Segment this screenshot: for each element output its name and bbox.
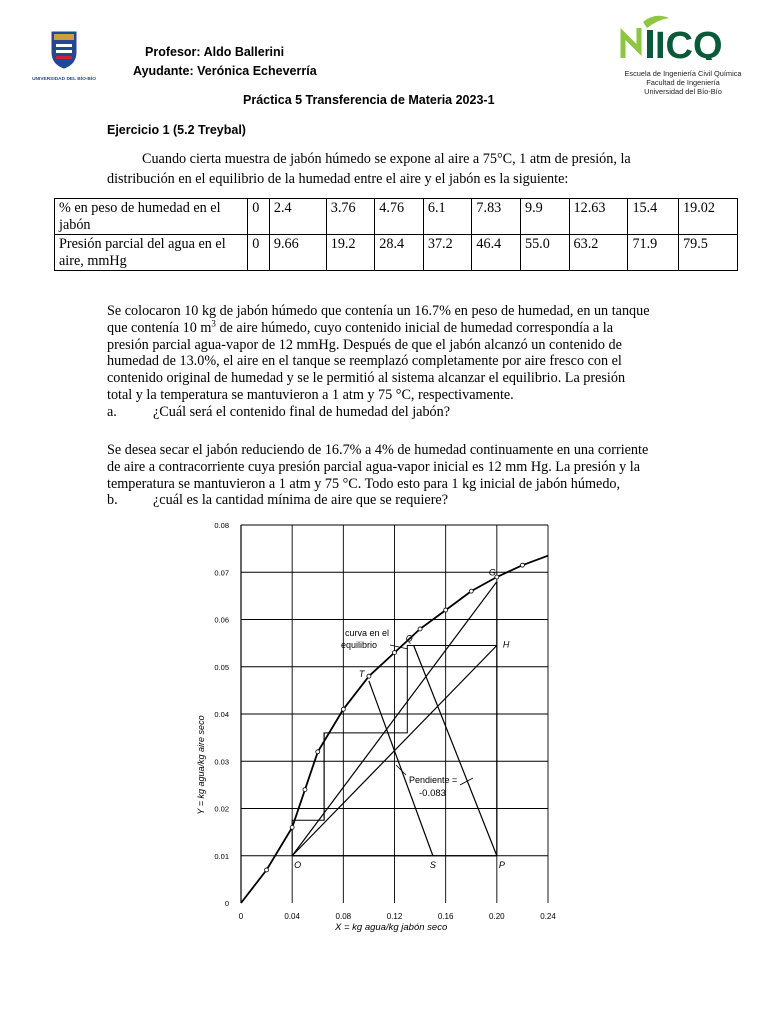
x-tick-label: 0.04	[284, 912, 300, 921]
x-tick-label: 0.24	[540, 912, 556, 921]
exercise-intro	[107, 151, 707, 188]
equilibrium-table	[54, 198, 738, 271]
y-axis-label: Y = kg agua/kg aire seco	[196, 715, 206, 815]
y-tick-label: 0.03	[214, 757, 229, 767]
logo-acronym: ICQ	[655, 25, 723, 60]
table-cell: 0	[248, 199, 270, 235]
y-tick-label: 0.04	[214, 710, 229, 719]
y-tick-label: 0.07	[214, 568, 229, 578]
data-point	[265, 868, 269, 872]
x-axis-label: X = kg agua/kg jabón seco	[335, 922, 448, 933]
data-point	[444, 608, 448, 612]
table-cell: 19.2	[326, 235, 375, 271]
p1-line-1: Se colocaron 10 kg de jabón húmedo que contenía un 16.7% en peso de humedad, en un tanque	[107, 303, 650, 319]
point-labels	[294, 568, 510, 870]
table-cell: 9.66	[269, 235, 326, 271]
table-cell: 19.02	[679, 199, 738, 235]
table-row-label: Presión parcial del agua en el aire, mmHg	[55, 235, 248, 271]
question-a	[107, 404, 707, 421]
point-label-s: S	[429, 859, 436, 870]
curve-label-line-2: equilibrio	[341, 640, 378, 650]
table-cell: 37.2	[423, 235, 472, 271]
x-tick-label: 0.08	[335, 912, 352, 921]
table-cell: 6.1	[423, 199, 472, 235]
question-a-text: ¿Cuál será el contenido final de humedad del jabón?	[153, 403, 451, 420]
p1-line-6: total y la temperatura se mantuvieron a 1 atm y 75 °C, respectivamente.	[107, 386, 514, 403]
university-shield-icon	[26, 30, 102, 70]
assistant-name: Ayudante: Verónica Echeverría	[133, 64, 317, 78]
intro-line-2: distribución en el equilibrio de la humedad entre el aire y el jabón es la siguiente:	[107, 170, 569, 187]
x-tick-label: 0.20	[489, 912, 505, 921]
practice-title: Práctica 5 Transferencia de Materia 2023-1	[243, 93, 495, 107]
paragraph-1	[107, 303, 707, 421]
tick-labels	[214, 521, 556, 921]
equilibrium-chart	[190, 515, 570, 935]
table-row-label: % en peso de humedad en el jabón	[55, 199, 248, 235]
school-line-1: Escuela de Ingeniería Civil Química	[624, 69, 742, 78]
p1-line-5: contenido original de humedad y se le permitió al sistema alcanzar el equilibrio. La presión	[107, 370, 626, 387]
professor-name: Profesor: Aldo Ballerini	[145, 45, 285, 59]
data-point	[341, 707, 345, 711]
point-label-o: O	[294, 859, 302, 870]
point-label-h: H	[502, 639, 510, 650]
p2-line-1: Se desea secar el jabón reduciendo de 16.7% a 4% de humedad continuamente en una corriente	[107, 442, 649, 458]
p1-line-4: humedad de 13.0%, el aire en el tanque se reemplazó completamente por aire fresco con el	[107, 353, 622, 370]
data-point	[469, 589, 473, 593]
p1-line-2	[107, 320, 707, 337]
table-cell: 3.76	[326, 199, 375, 235]
x-tick-label: 0	[238, 912, 244, 921]
table-cell: 28.4	[375, 235, 424, 271]
table-cell: 55.0	[520, 235, 569, 271]
school-line-3: Universidad del Bío-Bío	[644, 87, 722, 96]
table-row	[55, 199, 738, 235]
university-logo	[26, 30, 102, 86]
line-QP	[414, 645, 497, 855]
question-b	[107, 492, 707, 509]
data-point	[316, 750, 320, 754]
icq-logo	[613, 14, 753, 99]
question-a-label: a.	[107, 403, 117, 420]
point-label-t: T	[358, 668, 365, 679]
exercise-title: Ejercicio 1 (5.2 Treybal)	[107, 123, 246, 137]
x-tick-label: 0.12	[386, 912, 403, 921]
data-point	[290, 825, 294, 829]
y-tick-label: 0	[224, 899, 229, 908]
curve-label-line-1: curva en el	[345, 628, 390, 638]
slope-value: -0.083	[419, 788, 446, 799]
table-cell: 71.9	[628, 235, 679, 271]
y-tick-label: 0.02	[214, 804, 229, 814]
equilibrium-curve-label	[341, 628, 389, 650]
intro-line-1: Cuando cierta muestra de jabón húmedo se expone al aire a 75°C, 1 atm de presión, la	[142, 151, 631, 167]
y-tick-label: 0.01	[214, 851, 229, 861]
y-tick-label: 0.05	[214, 662, 229, 672]
table-cell: 15.4	[628, 199, 679, 235]
question-b-label: b.	[107, 492, 118, 509]
school-line-2: Facultad de Ingeniería	[646, 78, 720, 87]
table-cell: 12.63	[569, 199, 628, 235]
point-label-q: Q	[405, 633, 413, 644]
x-tick-label: 0.16	[437, 912, 454, 921]
line-TS	[369, 681, 433, 856]
p2-line-3: temperatura se mantuvieron a 1 atm y 75 °C. Todo esto para 1 kg inicial de jabón húmedo,	[107, 475, 621, 492]
data-point	[520, 563, 524, 567]
paragraph-2	[107, 442, 707, 509]
p2-line-2: de aire a contracorriente cuya presión parcial agua-vapor inicial es 12 mm Hg. La presión y la	[107, 458, 640, 475]
grid	[241, 525, 548, 903]
table-cell: 79.5	[679, 235, 738, 271]
p1-line-2b: de aire húmedo, cuyo contenido inicial de humedad correspondía a la	[215, 319, 614, 336]
y-tick-label: 0.08	[214, 521, 229, 530]
cubic-superscript: 3	[211, 318, 216, 329]
y-tick-label: 0.06	[214, 615, 229, 625]
p1-line-3: presión parcial agua-vapor de 12 mmHg. Después de que el jabón alcanzó un contenido de	[107, 336, 622, 353]
data-point	[418, 627, 422, 631]
table-cell: 63.2	[569, 235, 628, 271]
table-cell: 0	[248, 235, 270, 271]
table-cell: 9.9	[520, 199, 569, 235]
point-label-p: P	[498, 859, 505, 870]
data-point	[303, 788, 307, 792]
university-name: UNIVERSIDAD DEL BÍO-BÍO	[32, 77, 96, 82]
question-b-text: ¿cuál es la cantidad mínima de aire que se requiere?	[153, 492, 449, 509]
data-point	[393, 651, 397, 655]
p1-line-2a: que contenía 10 m	[107, 319, 212, 336]
data-point	[367, 674, 371, 678]
table-cell: 46.4	[472, 235, 521, 271]
leaf-icon	[613, 14, 753, 60]
point-label-g: G	[488, 567, 496, 578]
slope-arrow-left	[396, 765, 406, 775]
table-cell: 7.83	[472, 199, 521, 235]
slope-label: Pendiente =	[409, 775, 458, 785]
table-cell: 4.76	[375, 199, 424, 235]
table-row	[55, 235, 738, 271]
table-cell: 2.4	[269, 199, 326, 235]
